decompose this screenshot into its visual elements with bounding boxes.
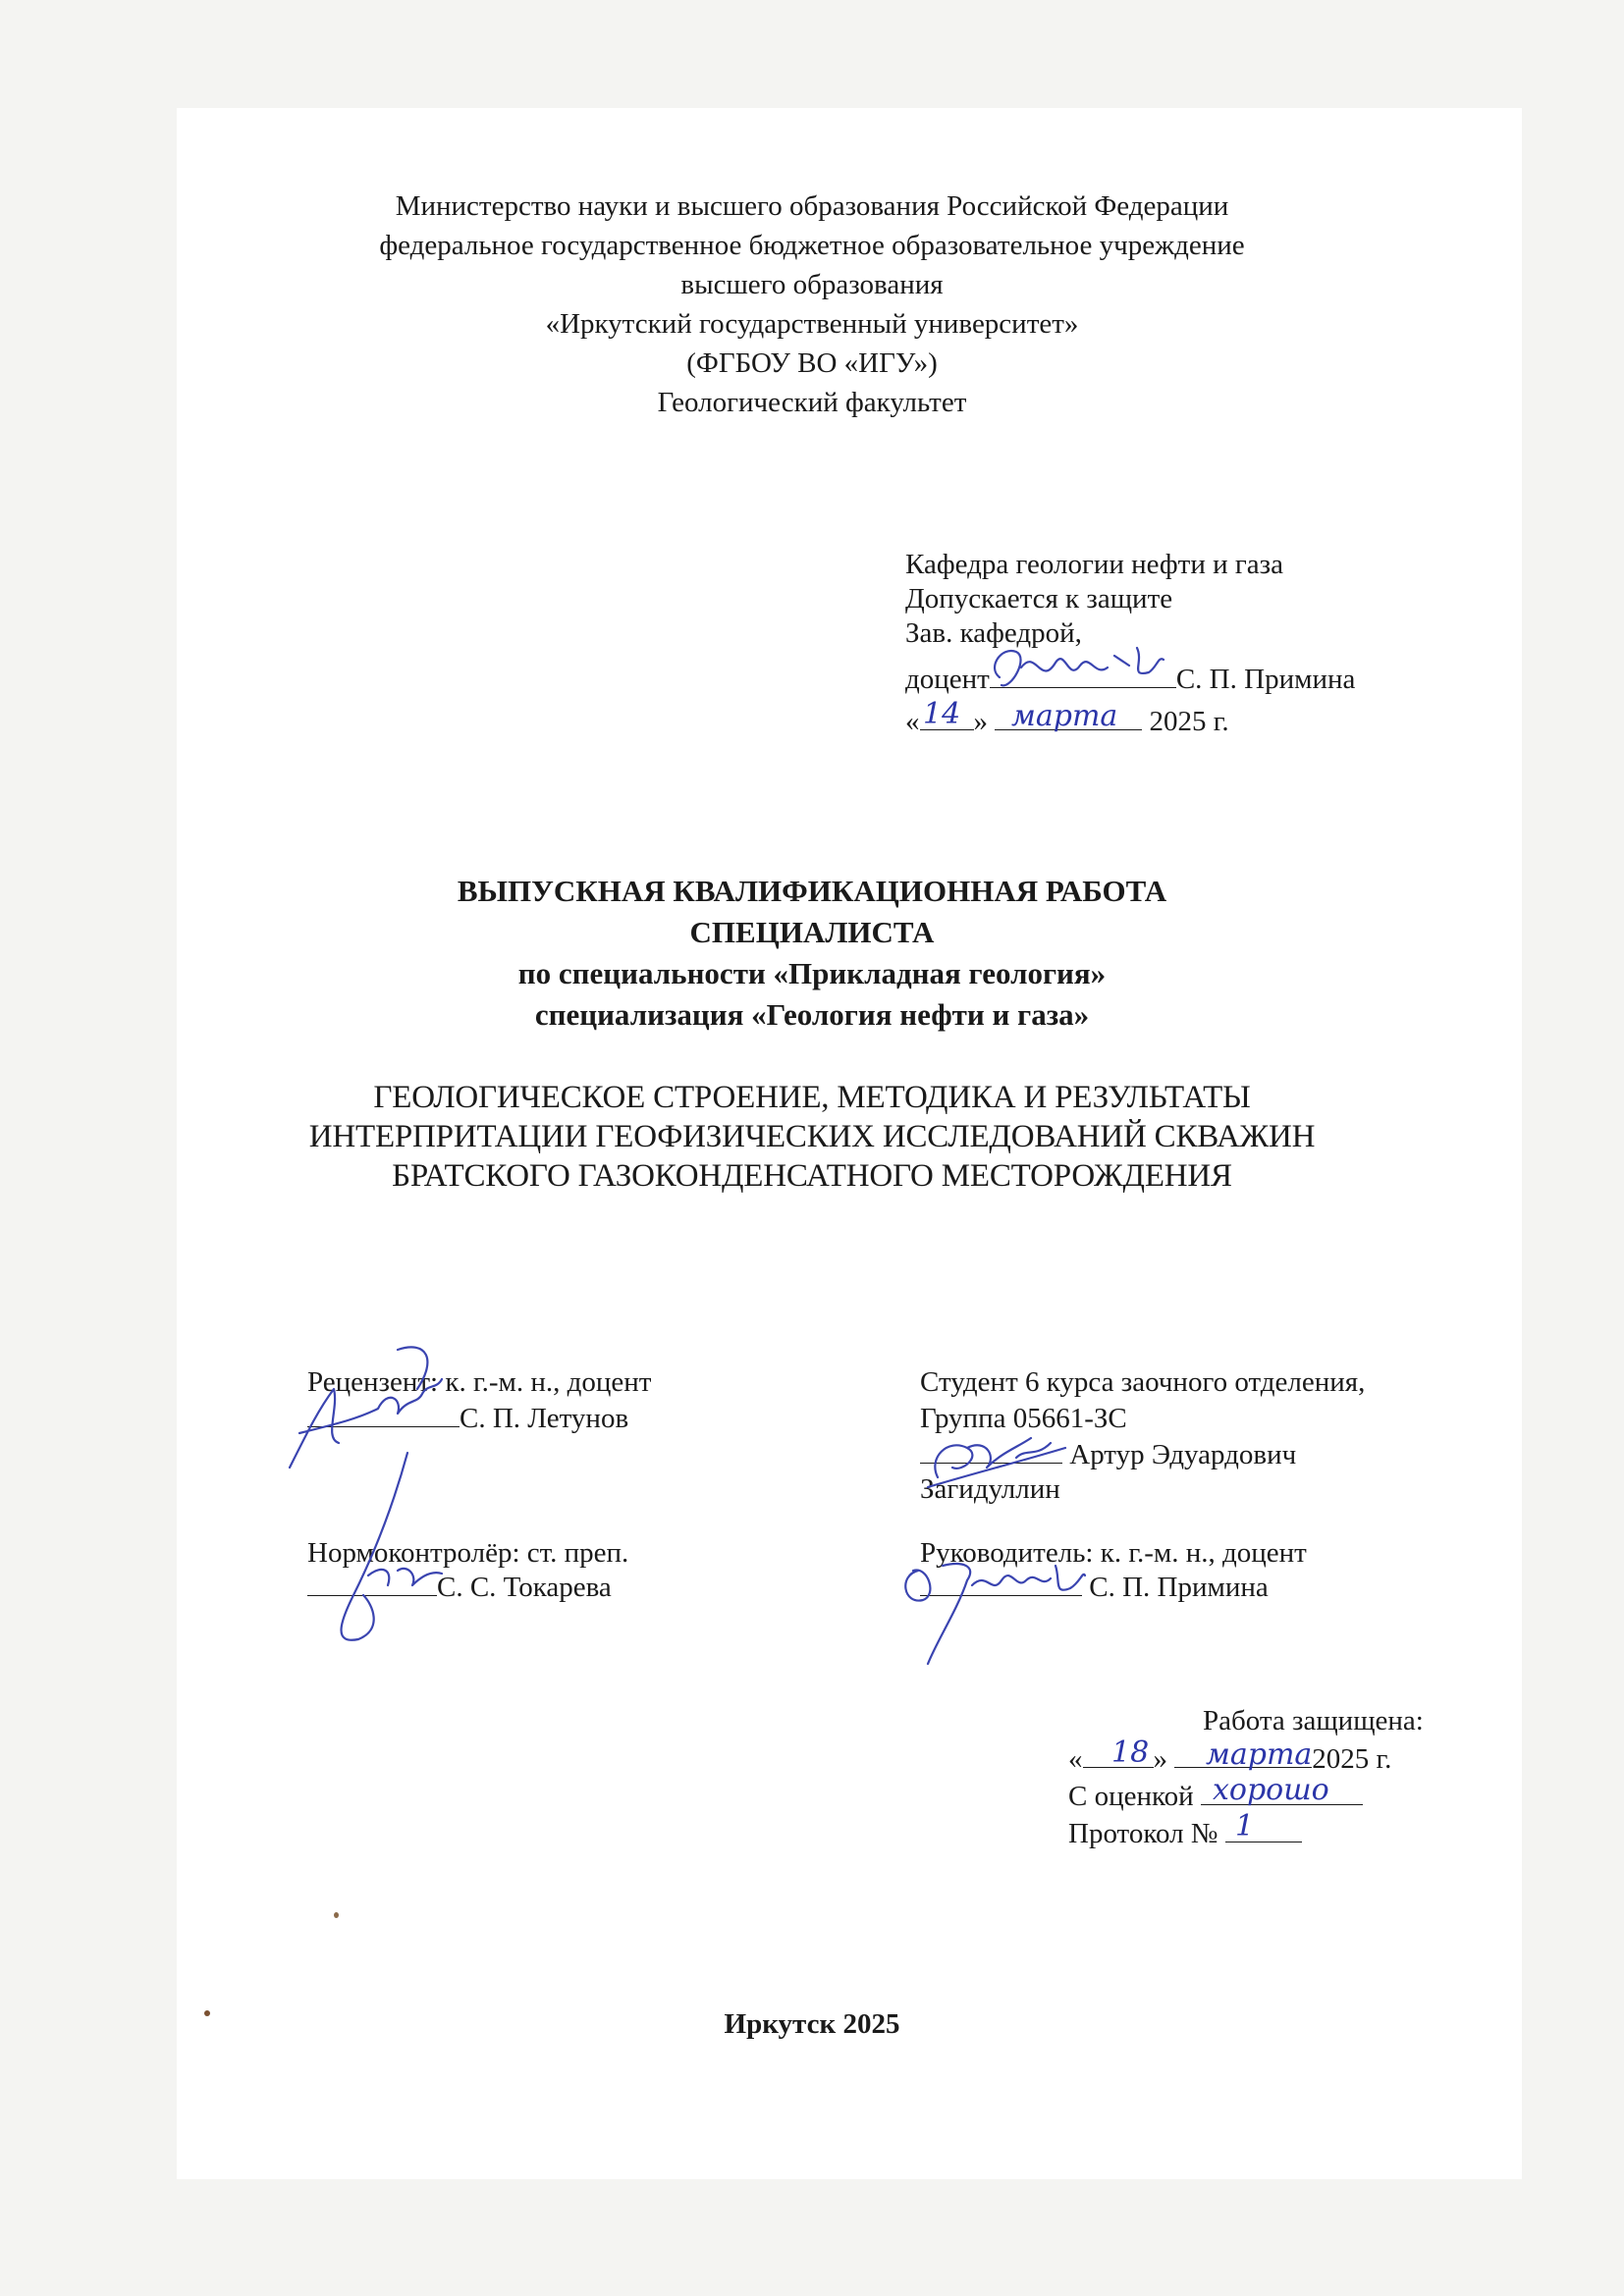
head-signature: [982, 638, 1178, 707]
specialty-line: по специальности «Прикладная геология»: [517, 956, 1107, 990]
defense-year: 2025 г.: [1312, 1743, 1392, 1775]
student-group: Группа 05661-ЗС: [920, 1403, 1127, 1434]
protocol-label: Протокол №: [1068, 1818, 1218, 1849]
approval-quote-open: «: [905, 706, 920, 737]
scan-speck: [204, 2010, 210, 2016]
student-surname: Загидуллин: [920, 1473, 1060, 1505]
city-year: Иркутск 2025: [724, 2008, 900, 2040]
approval-quote-close: »: [973, 706, 988, 737]
approval-month-handwritten: марта: [1011, 699, 1118, 733]
topic-line-1: ГЕОЛОГИЧЕСКОЕ СТРОЕНИЕ, МЕТОДИКА И РЕЗУЛЬТАТЫ: [373, 1080, 1251, 1115]
faculty-name: Геологический факультет: [657, 387, 967, 418]
admitted-label: Допускается к защите: [905, 583, 1173, 614]
department-label: Кафедра геологии нефти и газа: [905, 549, 1283, 580]
defense-quote-open: «: [1068, 1743, 1083, 1775]
education-level-line: высшего образования: [680, 269, 944, 300]
defense-month-handwritten: марта: [1206, 1737, 1313, 1772]
ministry-line: Министерство науки и высшего образования Российской Федерации: [395, 190, 1229, 222]
student-signature: [918, 1418, 1075, 1497]
work-type-title: ВЫПУСКНАЯ КВАЛИФИКАЦИОННАЯ РАБОТА: [457, 874, 1167, 908]
university-name: «Иркутский государственный университет»: [545, 308, 1079, 340]
grade-label: С оценкой: [1068, 1781, 1194, 1812]
student-label: Студент 6 курса заочного отделения,: [920, 1366, 1366, 1398]
defense-quote-close: »: [1153, 1743, 1167, 1775]
defense-day-handwritten: 18: [1111, 1735, 1150, 1770]
head-position: доцент: [905, 664, 990, 695]
approval-day-handwritten: 14: [923, 697, 961, 731]
head-name: С. П. Примина: [1175, 664, 1356, 695]
normcontrol-signature: [314, 1448, 452, 1644]
normcontrol-label: Нормоконтролёр: ст. преп.: [307, 1537, 629, 1569]
normcontrol-name: С. С. Токарева: [437, 1572, 612, 1603]
supervisor-label: Руководитель: к. г.-м. н., доцент: [920, 1537, 1307, 1569]
institution-type-line: федеральное государственное бюджетное образовательное учреждение: [379, 230, 1245, 261]
scan-speck: [334, 1912, 339, 1918]
student-name: Артур Эдуардович: [1069, 1439, 1297, 1470]
head-label: Зав. кафедрой,: [905, 617, 1082, 649]
protocol-line: [1068, 1814, 1302, 1853]
specialization-line: специализация «Геология нефти и газа»: [534, 997, 1090, 1032]
topic-line-3: БРАТСКОГО ГАЗОКОНДЕНСАТНОГО МЕСТОРОЖДЕНИЯ: [392, 1158, 1232, 1194]
approval-year: 2025 г.: [1149, 706, 1229, 737]
work-degree-title: СПЕЦИАЛИСТА: [689, 915, 935, 949]
supervisor-signature: [889, 1551, 1105, 1679]
reviewer-name: С. П. Летунов: [460, 1403, 629, 1434]
reviewer-label: Рецензент: к. г.-м. н., доцент: [307, 1366, 652, 1398]
defense-label: Работа защищена:: [1203, 1705, 1424, 1736]
university-abbr: (ФГБОУ ВО «ИГУ»): [686, 347, 938, 379]
supervisor-name: С. П. Примина: [1089, 1572, 1269, 1603]
grade-handwritten: хорошо: [1213, 1773, 1329, 1807]
protocol-handwritten: 1: [1235, 1809, 1255, 1843]
topic-line-2: ИНТЕРПРИТАЦИИ ГЕОФИЗИЧЕСКИХ ИССЛЕДОВАНИЙ СКВАЖИН: [308, 1119, 1316, 1154]
